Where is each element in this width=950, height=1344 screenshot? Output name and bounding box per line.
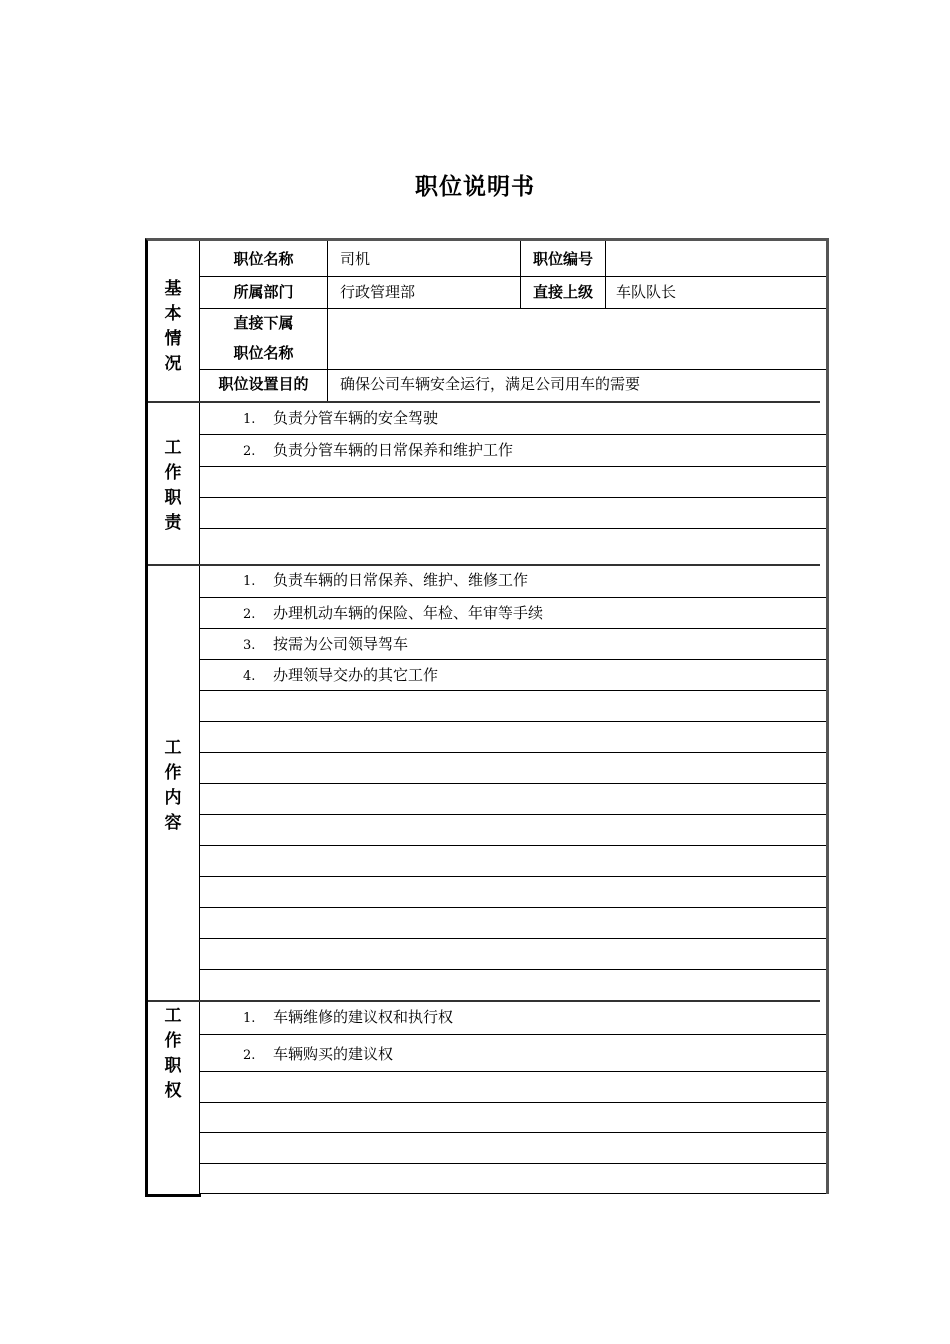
section-separator-1 [148,401,820,403]
content-row-line [199,597,826,598]
basic-grid-hline-2 [199,308,826,309]
content-row-line [199,845,826,846]
basic-grid-hline-3 [199,369,826,370]
position-name-label: 职位名称 [233,250,294,268]
work-content-item: 1. 负责车辆的日常保养、维护、维修工作 [243,571,529,589]
basic-grid-vline-1 [327,241,328,401]
duties-row-line-1 [199,434,826,435]
supervisor-value: 车队队长 [616,283,677,301]
work-content-item: 2. 办理机动车辆的保险、年检、年审等手续 [243,604,544,622]
duties-row-line-4 [199,528,826,529]
authority-item: 2. 车辆购买的建议权 [243,1045,394,1063]
content-row-line [199,721,826,722]
work-content-section-label: 工 作 内 容 [164,738,182,833]
page-title: 职位说明书 [415,174,535,200]
authority-section-label: 工 作 职 权 [164,1006,182,1101]
purpose-value: 确保公司车辆安全运行，满足公司用车的需要 [340,375,641,393]
section-separator-2 [148,564,820,566]
content-row-line [199,969,826,970]
content-row-line [199,690,826,691]
position-code-label: 职位编号 [532,250,593,268]
subordinate-label-line2: 职位名称 [233,344,294,362]
department-label: 所属部门 [233,283,294,301]
job-description-form [145,238,829,1194]
authority-row-line [199,1102,826,1103]
authority-row-line [199,1071,826,1072]
form-bottom-foot [145,1194,201,1197]
section-separator-3 [148,1000,820,1002]
duties-row-line-3 [199,497,826,498]
duties-row-line-2 [199,466,826,467]
department-value: 行政管理部 [340,283,416,301]
supervisor-label: 直接上级 [532,283,593,301]
basic-grid-vline-3 [605,241,606,308]
content-row-line [199,938,826,939]
authority-row-line [199,1132,826,1133]
authority-item: 1. 车辆维修的建议权和执行权 [243,1008,454,1026]
duties-section-label: 工 作 职 责 [164,438,182,533]
purpose-label: 职位设置目的 [218,375,309,393]
content-row-line [199,752,826,753]
content-row-line [199,907,826,908]
content-row-line [199,876,826,877]
subordinate-label-line1: 直接下属 [233,314,294,332]
basic-info-section-label: 基 本 情 况 [164,279,182,374]
work-content-item: 3. 按需为公司领导驾车 [243,635,409,653]
authority-row-line [199,1034,826,1035]
content-row-line [199,783,826,784]
authority-row-line [199,1163,826,1164]
authority-row-line [199,1193,826,1194]
duty-item: 1. 负责分管车辆的安全驾驶 [243,409,439,427]
work-content-item: 4. 办理领导交办的其它工作 [243,666,439,684]
content-row-line [199,814,826,815]
basic-grid-hline-1 [199,276,826,277]
content-row-line [199,628,826,629]
content-row-line [199,659,826,660]
duty-item: 2. 负责分管车辆的日常保养和维护工作 [243,441,514,459]
position-name-value: 司机 [340,250,371,268]
